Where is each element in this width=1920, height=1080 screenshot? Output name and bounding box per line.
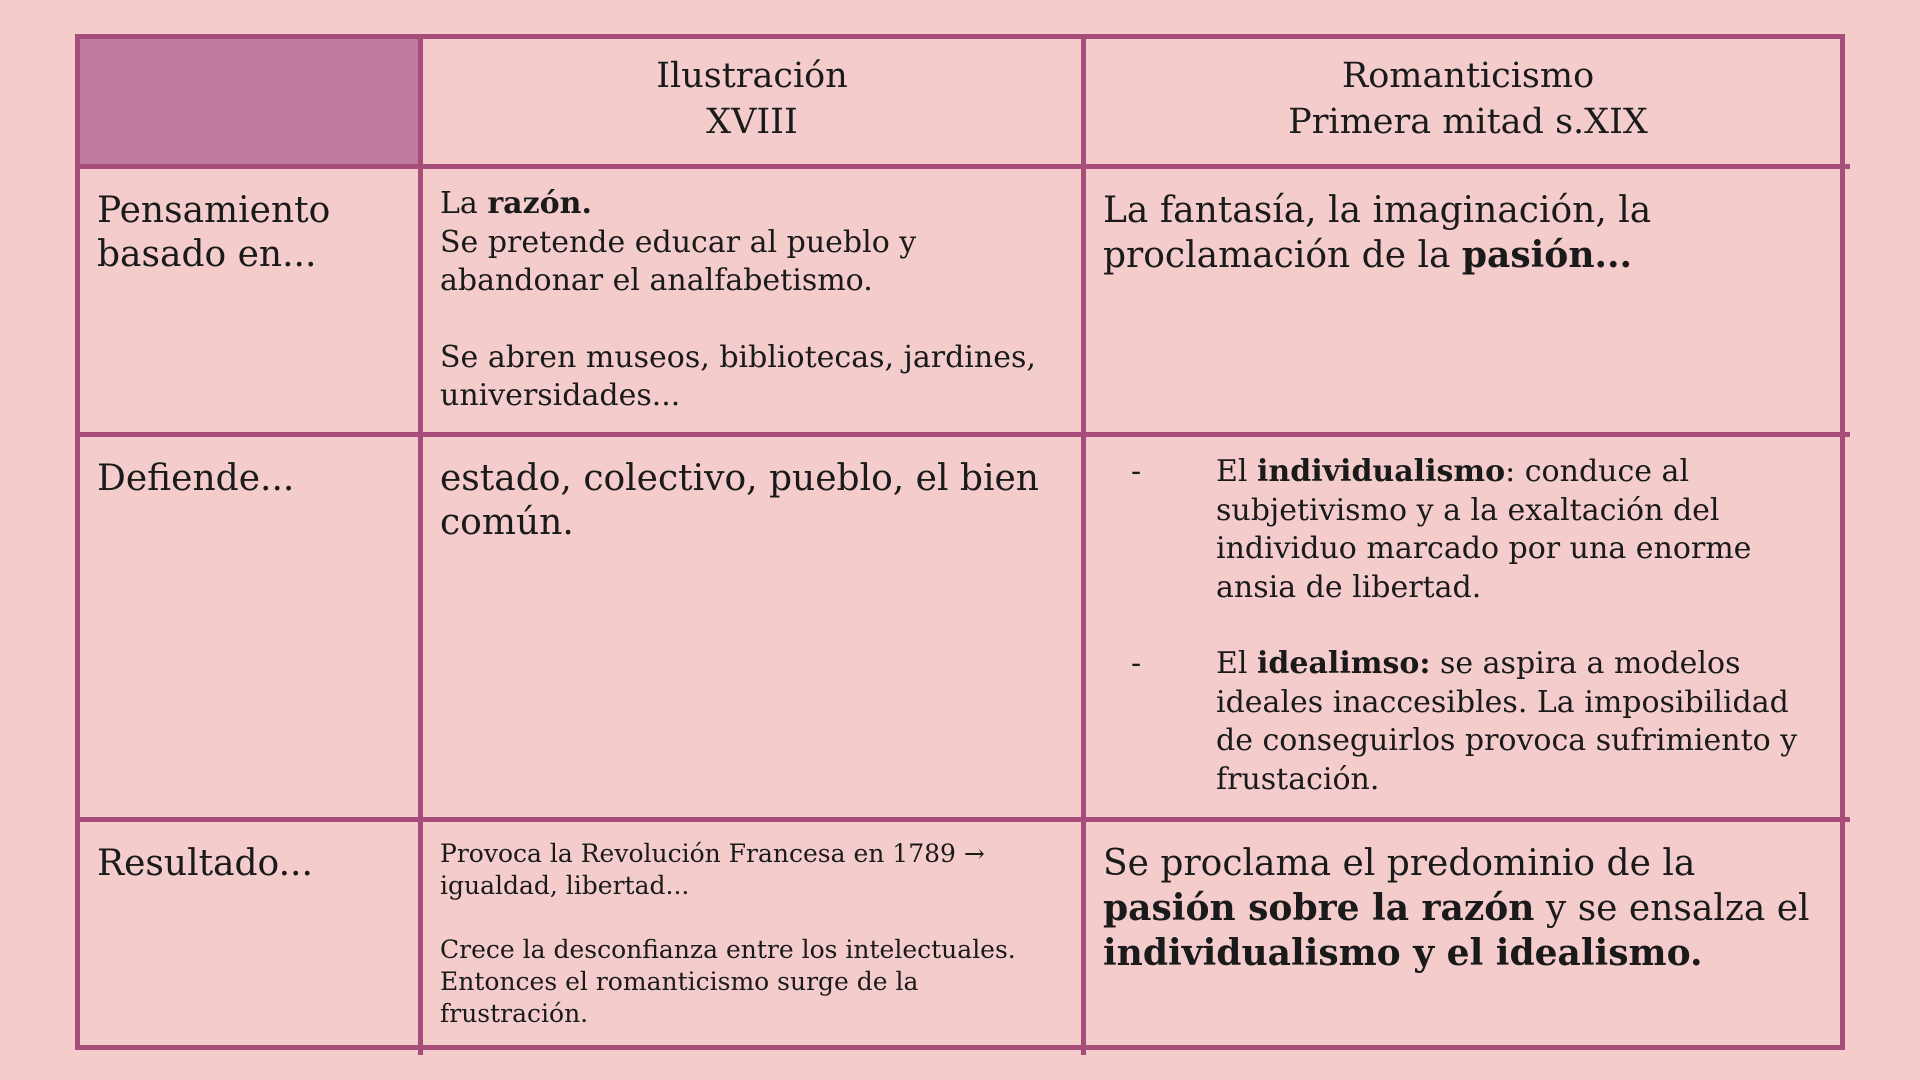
cell-defiende-romanticismo — [1086, 437, 1850, 822]
cell-resultado-romanticismo — [1086, 822, 1850, 1055]
paragraph — [440, 185, 1064, 301]
row-label-line: basado en... — [97, 234, 317, 275]
text: El — [1216, 646, 1258, 681]
header-subtitle: Primera mitad s.XIX — [1288, 102, 1648, 142]
corner-cell — [80, 39, 423, 169]
text: se aspira a modelos ideales inaccesibles. La imposibilidad de conseguirlos provoca sufrimiento y frustación. — [1216, 646, 1798, 797]
paragraph: Provoca la Revolución Francesa en 1789 → igualdad, libertad... — [440, 839, 985, 900]
dash-marker: - — [1131, 646, 1142, 681]
cell-resultado-ilustracion — [423, 822, 1086, 1055]
header-title: Ilustración — [656, 56, 848, 96]
header-subtitle: XVIII — [706, 102, 798, 142]
row-label-defiende — [80, 437, 423, 822]
text: Se proclama el predominio de la — [1103, 843, 1696, 884]
bold-text: pasión... — [1461, 234, 1633, 276]
cell-defiende-ilustracion — [423, 437, 1086, 822]
paragraph: estado, colectivo, pueblo, el bien común. — [440, 458, 1039, 543]
bullet-text — [1216, 453, 1833, 607]
text: La fantasía, la imaginación, la proclamación de la — [1103, 190, 1652, 276]
text: Se pretende educar al pueblo y abandonar el analfabetismo. — [440, 224, 917, 298]
paragraph: Se abren museos, bibliotecas, jardines, universidades... — [440, 339, 1036, 413]
bold-text: idealimso: — [1257, 646, 1431, 681]
comparison-table — [75, 34, 1845, 1050]
cell-pensamiento-ilustracion — [423, 169, 1086, 437]
dash-marker: - — [1131, 454, 1142, 489]
row-label-line: Pensamiento — [97, 190, 331, 231]
header-romanticismo — [1086, 39, 1850, 169]
bullet-text — [1216, 645, 1833, 799]
bullet-item — [1103, 453, 1833, 607]
row-label-resultado — [80, 822, 423, 1055]
row-label-line: Defiende... — [97, 458, 295, 499]
bold-text: individualismo — [1257, 454, 1506, 489]
bullet-item — [1103, 645, 1833, 799]
text: El — [1216, 454, 1258, 489]
paragraph: Crece la desconfianza entre los intelectuales. Entonces el romanticismo surge de la frustración. — [440, 935, 1016, 1028]
text: : conduce al subjetivismo y a la exaltación del individuo marcado por una enorme ansia de libertad. — [1216, 454, 1752, 605]
bold-text: razón. — [487, 186, 592, 221]
row-label-pensamiento — [80, 169, 423, 437]
bold-text: individualismo y el idealismo. — [1103, 932, 1703, 974]
paragraph — [1103, 189, 1833, 278]
cell-pensamiento-romanticismo — [1086, 169, 1850, 437]
header-title: Romanticismo — [1341, 56, 1595, 96]
paragraph — [1103, 842, 1833, 976]
row-label-line: Resultado... — [97, 843, 313, 884]
header-ilustracion — [423, 39, 1086, 169]
bold-text: pasión sobre la razón — [1103, 887, 1535, 929]
text: La — [440, 186, 488, 221]
text: y se ensalza el — [1534, 888, 1810, 929]
